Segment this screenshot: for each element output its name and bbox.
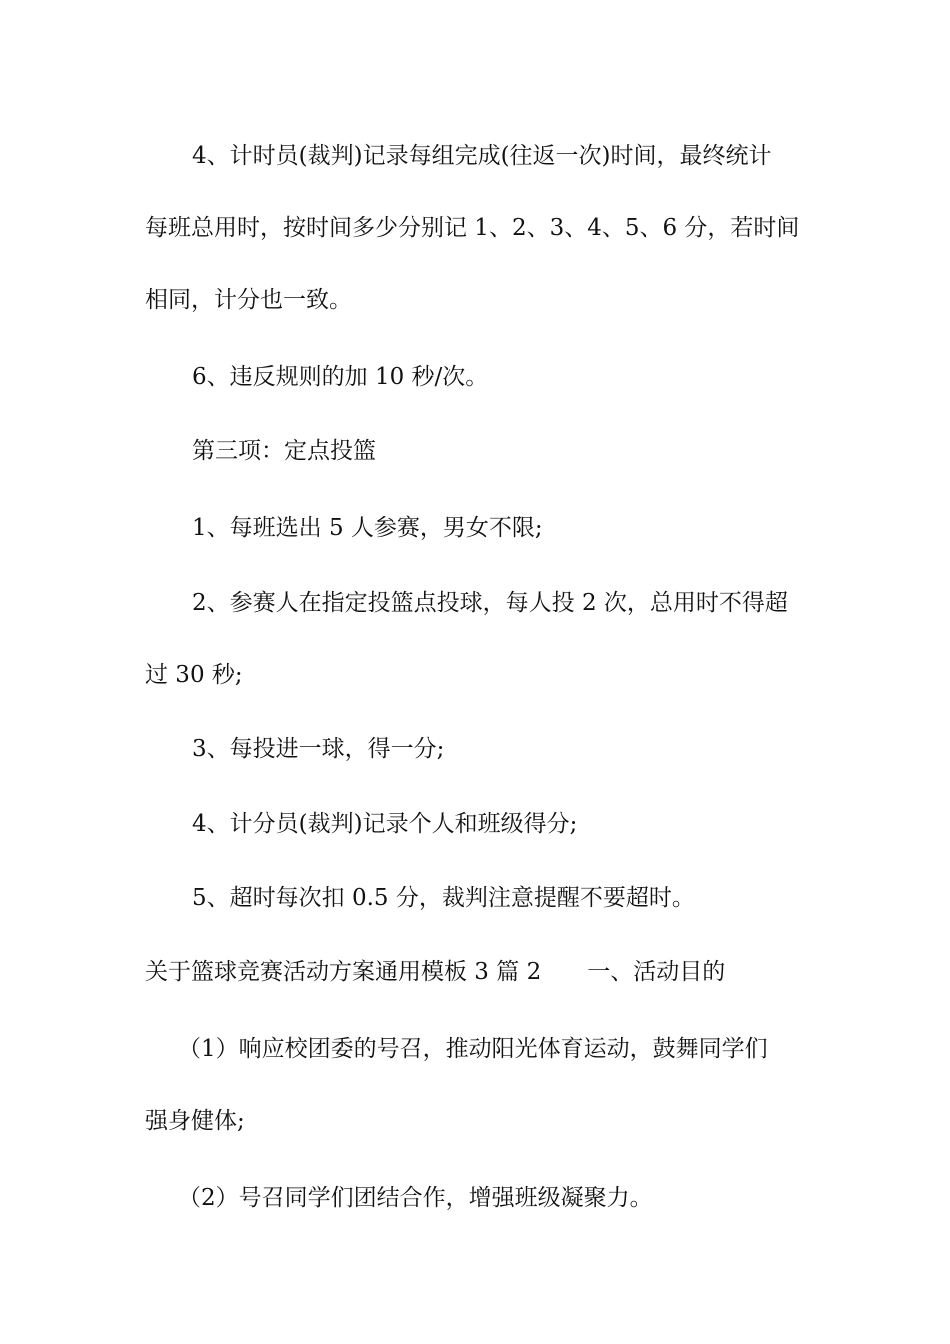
paragraph-line: 6、违反规则的加 10 秒/次。	[192, 364, 489, 390]
paragraph-line: 2、参赛人在指定投篮点投球，每人投 2 次，总用时不得超	[192, 590, 788, 616]
paragraph-line: 强身健体;	[145, 1108, 245, 1134]
paragraph-line: 过 30 秒;	[145, 662, 243, 688]
paragraph-line: 3、每投进一球，得一分;	[192, 736, 445, 762]
paragraph-line: 每班总用时，按时间多少分别记 1、2、3、4、5、6 分，若时间	[145, 215, 800, 241]
paragraph-line: 相同，计分也一致。	[145, 287, 352, 313]
section-heading: 第三项：定点投篮	[192, 438, 376, 464]
paragraph-line: （2）号召同学们团结合作，增强班级凝聚力。	[178, 1185, 653, 1211]
paragraph-line: （1）响应校团委的号召，推动阳光体育运动，鼓舞同学们	[178, 1036, 768, 1062]
paragraph-line: 4、计分员(裁判)记录个人和班级得分;	[192, 811, 578, 837]
document-title-line: 关于篮球竞赛活动方案通用模板 3 篇 2 一、活动目的	[145, 959, 726, 985]
paragraph-line: 1、每班选出 5 人参赛，男女不限;	[192, 515, 543, 541]
paragraph-line: 5、超时每次扣 0.5 分，裁判注意提醒不要超时。	[192, 885, 695, 911]
paragraph-line: 4、计时员(裁判)记录每组完成(往返一次)时间，最终统计	[192, 143, 772, 169]
